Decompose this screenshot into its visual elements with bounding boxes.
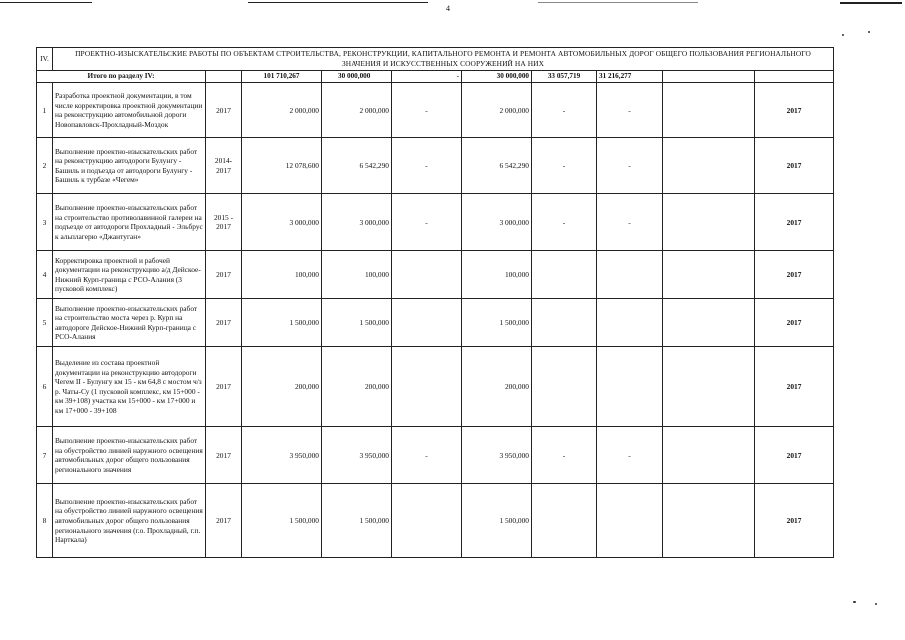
row-year: 2017 bbox=[206, 83, 242, 138]
row-amount-6 bbox=[597, 484, 663, 558]
section-number: IV. bbox=[37, 48, 53, 71]
table-row bbox=[37, 484, 834, 558]
row-name: Выделение из состава проектной документации на реконструкцию автодороги Чегем II - Булунгу км 15 - км 64,8 с мостом ч/з р. Чаты-Су (1 пусковой комплекс, км 15+000 - км 39+108) участка км 15+000 - км 17+000 и км 17+000 - 39+108 bbox=[53, 347, 206, 427]
row-year: 2017 bbox=[206, 484, 242, 558]
row-done: 2017 bbox=[755, 427, 834, 484]
row-amount-6 bbox=[597, 347, 663, 427]
row-number: 1 bbox=[37, 83, 53, 138]
row-year: 2017 bbox=[206, 347, 242, 427]
row-amount-2: 3 000,000 bbox=[322, 194, 392, 251]
row-number: 6 bbox=[37, 347, 53, 427]
row-amount-1: 1 500,000 bbox=[242, 299, 322, 347]
row-amount-1: 12 078,600 bbox=[242, 138, 322, 194]
row-done: 2017 bbox=[755, 347, 834, 427]
scan-artifact-line bbox=[538, 2, 698, 3]
row-amount-6: - bbox=[597, 194, 663, 251]
row-name: Выполнение проектно-изыскательских работ на строительство противолавинной галереи на подъезде от автодороги Прохладный - Эльбрус к альплагерю «Джантуган» bbox=[53, 194, 206, 251]
table-row bbox=[37, 83, 834, 138]
scan-artifact-line bbox=[0, 2, 92, 3]
row-number: 3 bbox=[37, 194, 53, 251]
row-amount-1: 100,000 bbox=[242, 251, 322, 299]
row-amount-2: 100,000 bbox=[322, 251, 392, 299]
total-done bbox=[755, 71, 834, 83]
table-row bbox=[37, 347, 834, 427]
row-amount-5: - bbox=[532, 194, 597, 251]
row-done: 2017 bbox=[755, 299, 834, 347]
row-year: 2014-2017 bbox=[206, 138, 242, 194]
row-amount-4: 1 500,000 bbox=[462, 484, 532, 558]
row-amount-6 bbox=[597, 251, 663, 299]
row-amount-3 bbox=[392, 251, 462, 299]
row-year: 2015 - 2017 bbox=[206, 194, 242, 251]
scan-artifact-line bbox=[840, 2, 902, 4]
row-number: 8 bbox=[37, 484, 53, 558]
total-year bbox=[206, 71, 242, 83]
row-amount-1: 3 950,000 bbox=[242, 427, 322, 484]
scan-speck bbox=[868, 31, 870, 33]
row-amount-7 bbox=[663, 484, 755, 558]
row-amount-4: 1 500,000 bbox=[462, 299, 532, 347]
row-amount-7 bbox=[663, 251, 755, 299]
scan-speck bbox=[875, 603, 877, 605]
row-name: Выполнение проектно-изыскательских работ на обустройство линией наружного освещения автомобильных дорог общего пользования регионального значения bbox=[53, 427, 206, 484]
row-year: 2017 bbox=[206, 427, 242, 484]
total-amount-4: 30 000,000 bbox=[462, 71, 532, 83]
row-amount-1: 3 000,000 bbox=[242, 194, 322, 251]
row-amount-3 bbox=[392, 299, 462, 347]
row-amount-6: - bbox=[597, 138, 663, 194]
table-row bbox=[37, 194, 834, 251]
page-number: 4 bbox=[446, 4, 450, 13]
row-amount-7 bbox=[663, 299, 755, 347]
scan-speck bbox=[853, 601, 856, 603]
row-amount-5 bbox=[532, 484, 597, 558]
row-amount-4: 200,000 bbox=[462, 347, 532, 427]
row-amount-2: 2 000,000 bbox=[322, 83, 392, 138]
row-name: Выполнение проектно-изыскательских работ на обустройство линией наружного освещения автомобильных дорог общего пользования регионального значения (г.о. Прохладный, г.п. Нарткала) bbox=[53, 484, 206, 558]
row-name: Корректировка проектной и рабочей документации на реконструкцию а/д Дейское-Нижний Курп-граница с РСО-Алания (3 пусковой комплекс) bbox=[53, 251, 206, 299]
row-amount-6: - bbox=[597, 83, 663, 138]
total-label: Итого по разделу IV: bbox=[37, 71, 206, 83]
row-amount-4: 100,000 bbox=[462, 251, 532, 299]
row-amount-5 bbox=[532, 251, 597, 299]
section-title: ПРОЕКТНО-ИЗЫСКАТЕЛЬСКИЕ РАБОТЫ ПО ОБЪЕКТАМ СТРОИТЕЛЬСТВА, РЕКОНСТРУКЦИИ, КАПИТАЛЬНОГО РЕМОНТА И РЕМОНТА АВТОМОБИЛЬНЫХ ДОРОГ ОБЩЕГО ПОЛЬЗОВАНИЯ РЕГИОНАЛЬНОГО ЗНАЧЕНИЯ И ИСКУССТВЕННЫХ СООРУЖЕНИЙ НА НИХ bbox=[53, 48, 834, 71]
row-name: Выполнение проектно-изыскательских работ на строительство моста через р. Курп на автодороге Дейское-Нижний Курп-граница с РСО-Алания bbox=[53, 299, 206, 347]
total-amount-7 bbox=[663, 71, 755, 83]
row-amount-3 bbox=[392, 347, 462, 427]
row-amount-5 bbox=[532, 347, 597, 427]
row-amount-4: 3 000,000 bbox=[462, 194, 532, 251]
row-amount-7 bbox=[663, 194, 755, 251]
row-amount-3: - bbox=[392, 138, 462, 194]
row-amount-2: 1 500,000 bbox=[322, 484, 392, 558]
table-row bbox=[37, 138, 834, 194]
row-amount-2: 1 500,000 bbox=[322, 299, 392, 347]
total-row bbox=[37, 71, 834, 83]
total-amount-5: 33 057,719 bbox=[532, 71, 597, 83]
row-amount-2: 3 950,000 bbox=[322, 427, 392, 484]
total-amount-6: 31 216,277 bbox=[597, 71, 663, 83]
row-amount-1: 2 000,000 bbox=[242, 83, 322, 138]
row-done: 2017 bbox=[755, 251, 834, 299]
row-amount-4: 2 000,000 bbox=[462, 83, 532, 138]
row-amount-3 bbox=[392, 484, 462, 558]
table-row bbox=[37, 251, 834, 299]
row-amount-5: - bbox=[532, 83, 597, 138]
section-table bbox=[36, 47, 834, 558]
row-amount-5: - bbox=[532, 138, 597, 194]
row-year: 2017 bbox=[206, 299, 242, 347]
row-amount-3: - bbox=[392, 83, 462, 138]
row-amount-1: 1 500,000 bbox=[242, 484, 322, 558]
row-year: 2017 bbox=[206, 251, 242, 299]
row-amount-6: - bbox=[597, 427, 663, 484]
row-done: 2017 bbox=[755, 83, 834, 138]
row-amount-7 bbox=[663, 83, 755, 138]
row-amount-2: 200,000 bbox=[322, 347, 392, 427]
row-done: 2017 bbox=[755, 484, 834, 558]
total-amount-3: - bbox=[392, 71, 462, 83]
row-number: 5 bbox=[37, 299, 53, 347]
row-name: Выполнение проектно-изыскательских работ на реконструкцию автодороги Булунгу - Башиль и подъезда от автодороги Булунгу - Башиль к турбазе «Чегем» bbox=[53, 138, 206, 194]
row-number: 7 bbox=[37, 427, 53, 484]
section-header-row bbox=[37, 48, 834, 71]
row-amount-6 bbox=[597, 299, 663, 347]
row-amount-2: 6 542,290 bbox=[322, 138, 392, 194]
total-amount-1: 101 710,267 bbox=[242, 71, 322, 83]
row-amount-5: - bbox=[532, 427, 597, 484]
table-row bbox=[37, 427, 834, 484]
row-number: 2 bbox=[37, 138, 53, 194]
row-amount-5 bbox=[532, 299, 597, 347]
row-amount-4: 3 950,000 bbox=[462, 427, 532, 484]
row-done: 2017 bbox=[755, 138, 834, 194]
row-amount-3: - bbox=[392, 427, 462, 484]
scan-artifact-line bbox=[248, 2, 428, 3]
row-done: 2017 bbox=[755, 194, 834, 251]
row-amount-4: 6 542,290 bbox=[462, 138, 532, 194]
total-amount-2: 30 000,000 bbox=[322, 71, 392, 83]
row-amount-7 bbox=[663, 138, 755, 194]
row-amount-3: - bbox=[392, 194, 462, 251]
row-name: Разработка проектной документации, в том числе корректировка проектной документации на реконструкцию автомобильной дороги Новопавловск-Прохладный-Моздок bbox=[53, 83, 206, 138]
row-number: 4 bbox=[37, 251, 53, 299]
row-amount-7 bbox=[663, 427, 755, 484]
row-amount-1: 200,000 bbox=[242, 347, 322, 427]
scan-speck bbox=[842, 34, 844, 36]
table-row bbox=[37, 299, 834, 347]
row-amount-7 bbox=[663, 347, 755, 427]
